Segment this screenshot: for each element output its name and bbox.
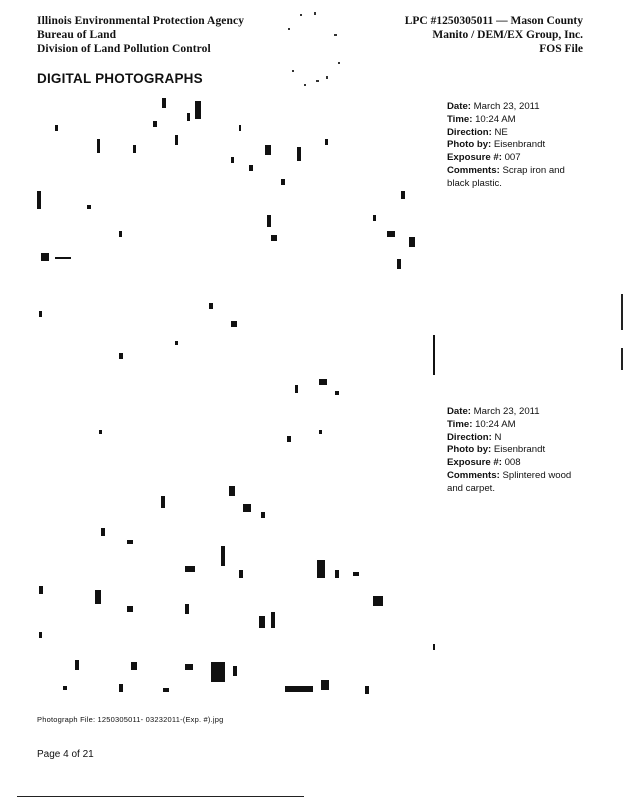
faint-stamp-mark — [282, 10, 342, 90]
footer-rule — [17, 796, 304, 797]
agency-name: Illinois Environmental Protection Agency — [37, 15, 245, 27]
agency-header — [37, 14, 244, 56]
scan-edge-mark — [621, 348, 623, 370]
direction-value: NE — [494, 126, 508, 138]
photograph-2 — [35, 400, 437, 700]
time-label: Time: — [447, 418, 473, 430]
direction-label: Direction: — [447, 431, 492, 443]
time-value: 10:24 AM — [475, 418, 516, 430]
site-name: Manito / DEM/EX Group, Inc. — [432, 29, 583, 41]
comments-label: Comments: — [447, 164, 500, 176]
exposure-value: 007 — [504, 152, 521, 164]
comments-label: Comments: — [447, 469, 500, 481]
bureau-name: Bureau of Land — [37, 29, 117, 41]
photographer-label: Photo by: — [447, 444, 492, 456]
photographer-value: Eisenbrandt — [493, 139, 546, 151]
page-title: DIGITAL PHOTOGRAPHS — [37, 71, 203, 86]
photographer-label: Photo by: — [447, 139, 492, 151]
photograph-1 — [35, 95, 437, 395]
exposure-label: Exposure #: — [447, 457, 502, 469]
exposure-value: 008 — [504, 457, 521, 469]
division-name: Division of Land Pollution Control — [37, 43, 211, 55]
time-label: Time: — [447, 113, 473, 125]
direction-label: Direction: — [447, 126, 492, 138]
page-number: Page 4 of 21 — [37, 749, 94, 760]
date-label: Date: — [447, 406, 471, 417]
file-type: FOS File — [539, 43, 583, 55]
photograph-file-name: Photograph File: 1250305011- 03232011-(Exp. #).jpg — [37, 715, 224, 724]
photo-2-details — [447, 406, 587, 496]
photographer-value: Eisenbrandt — [493, 444, 546, 456]
case-header — [405, 14, 583, 56]
photo-1-details — [447, 101, 587, 191]
date-value: March 23, 2011 — [473, 101, 540, 112]
exposure-label: Exposure #: — [447, 152, 502, 164]
date-value: March 23, 2011 — [473, 406, 540, 417]
date-label: Date: — [447, 101, 471, 112]
time-value: 10:24 AM — [475, 113, 516, 125]
direction-value: N — [494, 431, 502, 443]
comments-value: Scrap iron and black plastic. — [447, 164, 565, 189]
lpc-number: LPC #1250305011 — Mason County — [404, 15, 583, 27]
comments-value: Splintered wood and carpet. — [447, 469, 572, 494]
scan-edge-mark — [621, 294, 623, 330]
